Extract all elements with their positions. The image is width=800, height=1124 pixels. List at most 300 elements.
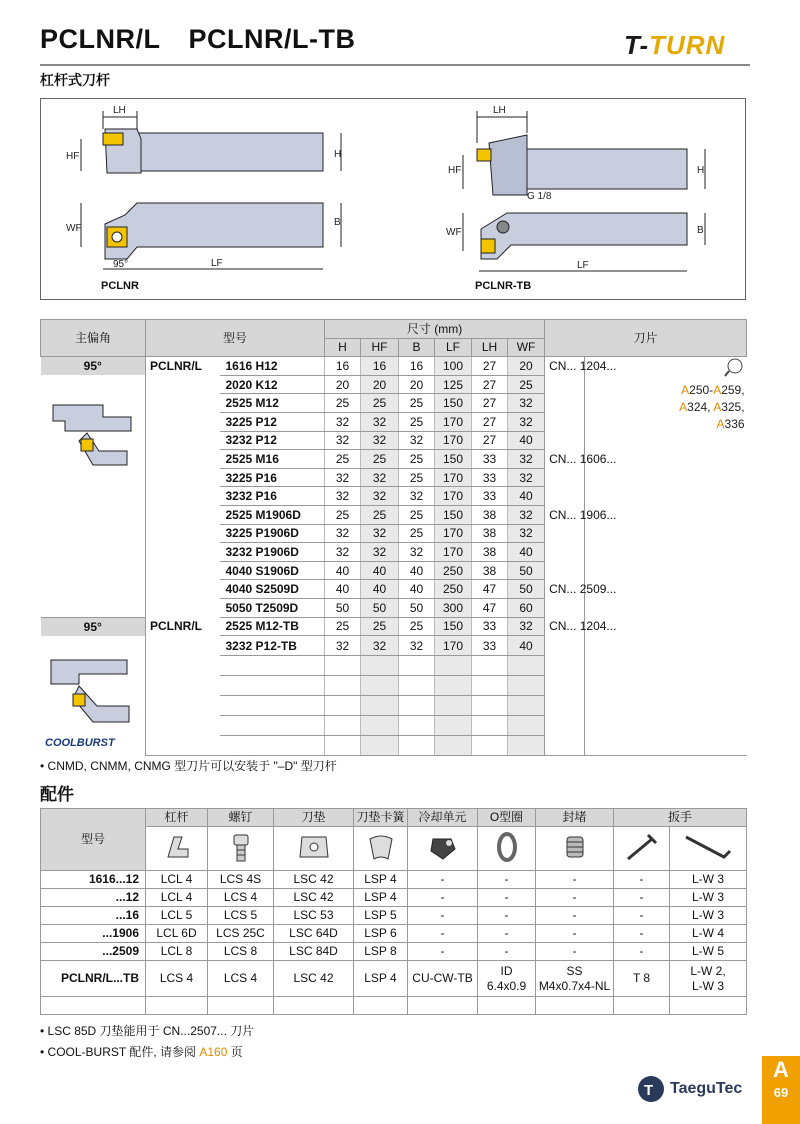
parts-value: LSP 4 <box>354 889 408 907</box>
insert-code: CN... 1906... <box>545 505 585 524</box>
insert-code: CN... 1204... <box>545 357 585 376</box>
blank <box>585 561 675 580</box>
parts-value: LSP 5 <box>354 907 408 925</box>
blank <box>536 997 614 1015</box>
series-name <box>146 636 220 656</box>
insert-code: CN... 2509... <box>545 580 585 599</box>
parts-value: - <box>614 871 670 889</box>
model-code: 2020 K12 <box>220 375 325 394</box>
note-coolburst: • COOL-BURST 配件, 请参阅 A160 页 <box>40 1045 243 1059</box>
parts-value: - <box>408 889 478 907</box>
dim-value <box>399 676 435 696</box>
dim-value: 32 <box>325 524 361 543</box>
dim-value: 32 <box>508 412 545 431</box>
shim-icon <box>274 827 354 871</box>
dim-value: 250 <box>435 580 472 599</box>
dim-value: 150 <box>435 617 472 636</box>
model-code <box>220 676 325 696</box>
blank <box>675 617 747 636</box>
dim-value: 27 <box>472 375 508 394</box>
series-blank <box>146 505 220 524</box>
parts-value: LSP 8 <box>354 943 408 961</box>
blank <box>585 487 675 506</box>
page-subtitle: 杠杆式刀杆 <box>40 72 110 88</box>
dim-value: 100 <box>435 357 472 376</box>
dim-value: 32 <box>399 636 435 656</box>
dim-value: 27 <box>472 357 508 376</box>
blank <box>675 676 747 696</box>
dim-value: 32 <box>325 636 361 656</box>
dim-value <box>325 696 361 716</box>
dim-value: 300 <box>435 598 472 617</box>
dim-value: 25 <box>399 617 435 636</box>
header-angle: 主偏角 <box>41 320 146 357</box>
dim-value: 20 <box>508 357 545 376</box>
shim-pin-icon <box>354 827 408 871</box>
insert-code <box>545 394 585 413</box>
dim-value: 38 <box>472 524 508 543</box>
parts-value: LCS 4 <box>146 961 208 997</box>
note-d-type: • CNMD, CNMM, CNMG 型刀片可以安装于 "–D" 型刀杆 <box>40 759 337 773</box>
series-blank <box>146 487 220 506</box>
angle-95-tb: 95° <box>41 617 146 636</box>
col-h: H <box>325 338 361 357</box>
dim-value: 40 <box>399 580 435 599</box>
parts-value: - <box>536 889 614 907</box>
series-name <box>146 656 220 676</box>
dim-value: 32 <box>508 394 545 413</box>
tb-dim-h: H <box>697 165 705 176</box>
model-code: 3232 P1906D <box>220 543 325 562</box>
insert-code <box>545 676 585 696</box>
parts-value: LSC 53 <box>274 907 354 925</box>
dim-value: 32 <box>325 543 361 562</box>
holder-diagram <box>40 98 746 300</box>
section-letter: A <box>773 1057 789 1082</box>
model-code <box>220 696 325 716</box>
header-insert: 刀片 <box>545 320 747 357</box>
pclnr-label: PCLNR <box>101 280 139 292</box>
dim-value: 50 <box>361 598 399 617</box>
blank <box>478 997 536 1015</box>
insert-reference: A250-A259, A324, A325, A336 <box>585 357 747 450</box>
parts-title: 配件 <box>40 785 74 804</box>
insert-code <box>545 696 585 716</box>
dim-value: 25 <box>361 450 399 469</box>
dim-value <box>472 656 508 676</box>
series-name <box>146 716 220 736</box>
insert-code <box>545 412 585 431</box>
blank <box>408 997 478 1015</box>
pclnr-tb-label: PCLNR-TB <box>475 280 532 292</box>
parts-value: - <box>536 925 614 943</box>
dim-value <box>361 676 399 696</box>
parts-value: ID 6.4x0.9 <box>478 961 536 997</box>
taegutec-logo: T TaeguTec <box>636 1074 666 1109</box>
model-code: 3232 P12-TB <box>220 636 325 656</box>
model-code <box>220 716 325 736</box>
parts-value: T 8 <box>614 961 670 997</box>
insert-code <box>545 431 585 450</box>
parts-value: - <box>478 907 536 925</box>
insert-code <box>545 524 585 543</box>
table-row <box>41 468 747 487</box>
table-row <box>41 961 747 997</box>
insert-code <box>545 716 585 736</box>
dim-value: 25 <box>325 505 361 524</box>
parts-model: ...2509 <box>41 943 146 961</box>
dim-value: 32 <box>508 450 545 469</box>
dim-value <box>325 656 361 676</box>
title-rule <box>40 64 750 66</box>
series-blank <box>146 450 220 469</box>
dim-value <box>435 716 472 736</box>
parts-value: LCS 5 <box>208 907 274 925</box>
blank <box>675 580 747 599</box>
table-row <box>41 889 747 907</box>
dim-value: 50 <box>508 580 545 599</box>
dim-value: 25 <box>325 617 361 636</box>
parts-value: LSC 84D <box>274 943 354 961</box>
parts-value: - <box>478 943 536 961</box>
dim-value: 50 <box>399 598 435 617</box>
dim-value: 40 <box>399 561 435 580</box>
dim-value: 32 <box>361 468 399 487</box>
dim-value: 25 <box>361 617 399 636</box>
series-name: PCLNR/L <box>146 617 220 636</box>
tb-dim-g: G 1/8 <box>527 191 552 202</box>
dim-value <box>508 656 545 676</box>
model-code: 2525 M1906D <box>220 505 325 524</box>
dim-value: 33 <box>472 487 508 506</box>
dim-value: 38 <box>472 543 508 562</box>
col-lf: LF <box>435 338 472 357</box>
dim-value: 25 <box>399 394 435 413</box>
dim-value: 16 <box>325 357 361 376</box>
dim-value <box>361 696 399 716</box>
page-number: 69 <box>773 1085 789 1100</box>
col-wf: WF <box>508 338 545 357</box>
series-blank <box>146 524 220 543</box>
magnifier-icon <box>723 357 745 377</box>
dim-value <box>472 736 508 756</box>
blank <box>585 676 675 696</box>
parts-value: CU-CW-TB <box>408 961 478 997</box>
model-code: 3225 P1906D <box>220 524 325 543</box>
table-row <box>41 696 747 716</box>
parts-value: LCS 4 <box>208 889 274 907</box>
dimensions-table <box>40 319 747 756</box>
series-blank <box>146 598 220 617</box>
dim-value: 50 <box>508 561 545 580</box>
table-row <box>41 871 747 889</box>
dim-value <box>399 656 435 676</box>
table-row <box>41 487 747 506</box>
dim-value <box>472 696 508 716</box>
parts-value: L-W 3 <box>670 871 747 889</box>
parts-value: LCL 8 <box>146 943 208 961</box>
table-row <box>41 925 747 943</box>
col-lh: LH <box>472 338 508 357</box>
dim-value: 16 <box>399 357 435 376</box>
pclnr-tb-top-view <box>446 213 705 292</box>
tb-dim-lf: LF <box>577 260 589 271</box>
table-row <box>41 656 747 676</box>
model-code: 3232 P16 <box>220 487 325 506</box>
table-row <box>41 598 747 617</box>
blank <box>675 450 747 469</box>
dim-value: 170 <box>435 524 472 543</box>
tb-dim-wf: WF <box>446 227 462 238</box>
series-blank <box>146 561 220 580</box>
dim-value: 27 <box>472 431 508 450</box>
blank <box>675 487 747 506</box>
dim-value: 25 <box>361 505 399 524</box>
torx-wrench-icon <box>614 827 670 871</box>
dim-h: H <box>334 149 342 160</box>
parts-value: - <box>478 889 536 907</box>
table-row <box>41 943 747 961</box>
parts-value: L-W 2, L-W 3 <box>670 961 747 997</box>
table-row <box>41 997 747 1015</box>
blank <box>585 696 675 716</box>
dim-value: 50 <box>325 598 361 617</box>
parts-value: - <box>408 907 478 925</box>
blank <box>614 997 670 1015</box>
parts-model: ...12 <box>41 889 146 907</box>
dim-lh: LH <box>113 105 126 116</box>
t-turn-logo: T-TURN <box>624 30 726 60</box>
dim-value: 40 <box>361 580 399 599</box>
dim-value: 25 <box>399 412 435 431</box>
dim-value: 25 <box>325 394 361 413</box>
dim-value: 32 <box>508 524 545 543</box>
blank <box>675 598 747 617</box>
blank <box>675 505 747 524</box>
dim-value <box>508 676 545 696</box>
dim-value: 25 <box>399 524 435 543</box>
series-blank <box>146 580 220 599</box>
insert-code: CN... 1606... <box>545 450 585 469</box>
dim-value: 170 <box>435 468 472 487</box>
dim-value <box>508 736 545 756</box>
model-code <box>220 736 325 756</box>
dim-value: 32 <box>361 524 399 543</box>
series-name: PCLNR/L <box>146 357 220 376</box>
insert-code <box>545 656 585 676</box>
lever-icon <box>146 827 208 871</box>
table-row <box>41 505 747 524</box>
parts-header-plug: 封堵 <box>536 809 614 827</box>
dim-value: 60 <box>508 598 545 617</box>
dim-value: 32 <box>399 431 435 450</box>
dim-value: 32 <box>399 543 435 562</box>
blank <box>585 543 675 562</box>
dim-value: 16 <box>361 357 399 376</box>
table-row <box>41 676 747 696</box>
parts-header-model: 型号 <box>41 809 146 871</box>
parts-value: SS M4x0.7x4-NL <box>536 961 614 997</box>
blank <box>675 696 747 716</box>
blank <box>585 598 675 617</box>
parts-value: - <box>478 871 536 889</box>
dim-value <box>508 716 545 736</box>
dim-value: 32 <box>325 431 361 450</box>
dim-value: 38 <box>472 561 508 580</box>
dim-value: 27 <box>472 412 508 431</box>
parts-value: - <box>478 925 536 943</box>
blank <box>208 997 274 1015</box>
parts-model: ...1906 <box>41 925 146 943</box>
dim-value: 250 <box>435 561 472 580</box>
blank <box>675 524 747 543</box>
dim-value <box>361 656 399 676</box>
header-dims: 尺寸 (mm) <box>325 320 545 339</box>
blank <box>670 997 747 1015</box>
parts-value: LSP 4 <box>354 961 408 997</box>
dim-value: 25 <box>508 375 545 394</box>
dim-value: 20 <box>399 375 435 394</box>
series-blank <box>146 543 220 562</box>
parts-value: L-W 3 <box>670 907 747 925</box>
parts-value: LCS 8 <box>208 943 274 961</box>
dim-value <box>361 716 399 736</box>
table-row <box>41 561 747 580</box>
insert-code <box>545 636 585 656</box>
dim-value: 25 <box>399 505 435 524</box>
dim-value: 33 <box>472 450 508 469</box>
dim-value: 47 <box>472 598 508 617</box>
parts-header-wrench: 扳手 <box>614 809 747 827</box>
parts-header-coolant: 冷却单元 <box>408 809 478 827</box>
parts-value: - <box>408 925 478 943</box>
blank <box>675 561 747 580</box>
dim-value: 40 <box>508 431 545 450</box>
svg-text:COOLBURST: COOLBURST <box>44 736 115 749</box>
series-name <box>146 676 220 696</box>
col-hf: HF <box>361 338 399 357</box>
dim-value: 38 <box>472 505 508 524</box>
blank <box>585 736 675 756</box>
dim-value: 32 <box>508 617 545 636</box>
parts-value: LSP 4 <box>354 871 408 889</box>
dim-value: 20 <box>325 375 361 394</box>
blank <box>675 656 747 676</box>
dim-value <box>325 736 361 756</box>
model-code <box>220 656 325 676</box>
model-code: 2525 M16 <box>220 450 325 469</box>
dim-value <box>435 656 472 676</box>
table-row <box>41 736 747 756</box>
parts-value: - <box>536 907 614 925</box>
insert-code: CN... 1204... <box>545 617 585 636</box>
dim-value: 170 <box>435 543 472 562</box>
table-row <box>41 907 747 925</box>
parts-value: LCL 5 <box>146 907 208 925</box>
insert-code <box>545 375 585 394</box>
dim-value: 32 <box>361 543 399 562</box>
dim-value <box>361 736 399 756</box>
dim-b: B <box>334 217 341 228</box>
dim-value: 125 <box>435 375 472 394</box>
blank <box>146 997 208 1015</box>
parts-value: LSC 64D <box>274 925 354 943</box>
dim-value <box>435 676 472 696</box>
parts-header-oring: O型圈 <box>478 809 536 827</box>
page-tab <box>762 1056 800 1124</box>
dim-value: 32 <box>325 487 361 506</box>
pclnr-side-view <box>66 105 341 173</box>
dim-value <box>325 716 361 736</box>
dim-wf: WF <box>66 223 82 234</box>
dim-value: 25 <box>399 468 435 487</box>
dim-value <box>399 696 435 716</box>
blank <box>675 468 747 487</box>
blank <box>585 524 675 543</box>
parts-value: L-W 3 <box>670 889 747 907</box>
parts-value: - <box>614 943 670 961</box>
page-title: PCLNR/L PCLNR/L-TB <box>40 24 356 54</box>
dim-value: 170 <box>435 431 472 450</box>
dim-value: 32 <box>399 487 435 506</box>
series-name <box>146 696 220 716</box>
series-blank <box>146 394 220 413</box>
blank <box>675 736 747 756</box>
parts-model: 1616...12 <box>41 871 146 889</box>
model-code: 1616 H12 <box>220 357 325 376</box>
dim-value: 47 <box>472 580 508 599</box>
parts-value: L-W 4 <box>670 925 747 943</box>
dim-value <box>399 736 435 756</box>
header-model: 型号 <box>146 320 325 357</box>
dim-value: 40 <box>508 543 545 562</box>
parts-header-lever: 杠杆 <box>146 809 208 827</box>
dim-value: 33 <box>472 617 508 636</box>
dim-value <box>325 676 361 696</box>
parts-value: LSC 42 <box>274 961 354 997</box>
table-row <box>41 617 747 636</box>
dim-value: 33 <box>472 468 508 487</box>
blank <box>274 997 354 1015</box>
model-code: 3225 P12 <box>220 412 325 431</box>
tb-dim-lh: LH <box>493 105 506 116</box>
col-b: B <box>399 338 435 357</box>
parts-value: - <box>614 889 670 907</box>
dim-lf: LF <box>211 258 223 269</box>
plug-icon <box>536 827 614 871</box>
insert-code <box>545 598 585 617</box>
insert-code <box>545 468 585 487</box>
blank <box>585 468 675 487</box>
dim-value: 40 <box>325 580 361 599</box>
parts-value: LSC 42 <box>274 871 354 889</box>
dim-value <box>508 696 545 716</box>
dim-value: 32 <box>361 412 399 431</box>
blank <box>585 716 675 736</box>
dim-value: 32 <box>508 468 545 487</box>
table-row <box>41 716 747 736</box>
dim-value <box>472 676 508 696</box>
parts-value: - <box>536 871 614 889</box>
dim-value: 40 <box>508 636 545 656</box>
note-shim: • LSC 85D 刀垫能用于 CN...2507... 刀片 <box>40 1024 255 1038</box>
dim-value: 40 <box>508 487 545 506</box>
tb-dim-hf: HF <box>448 165 462 176</box>
dim-value <box>472 716 508 736</box>
pclnr-top-view <box>66 203 341 292</box>
dim-value: 27 <box>472 394 508 413</box>
dim-value: 25 <box>325 450 361 469</box>
